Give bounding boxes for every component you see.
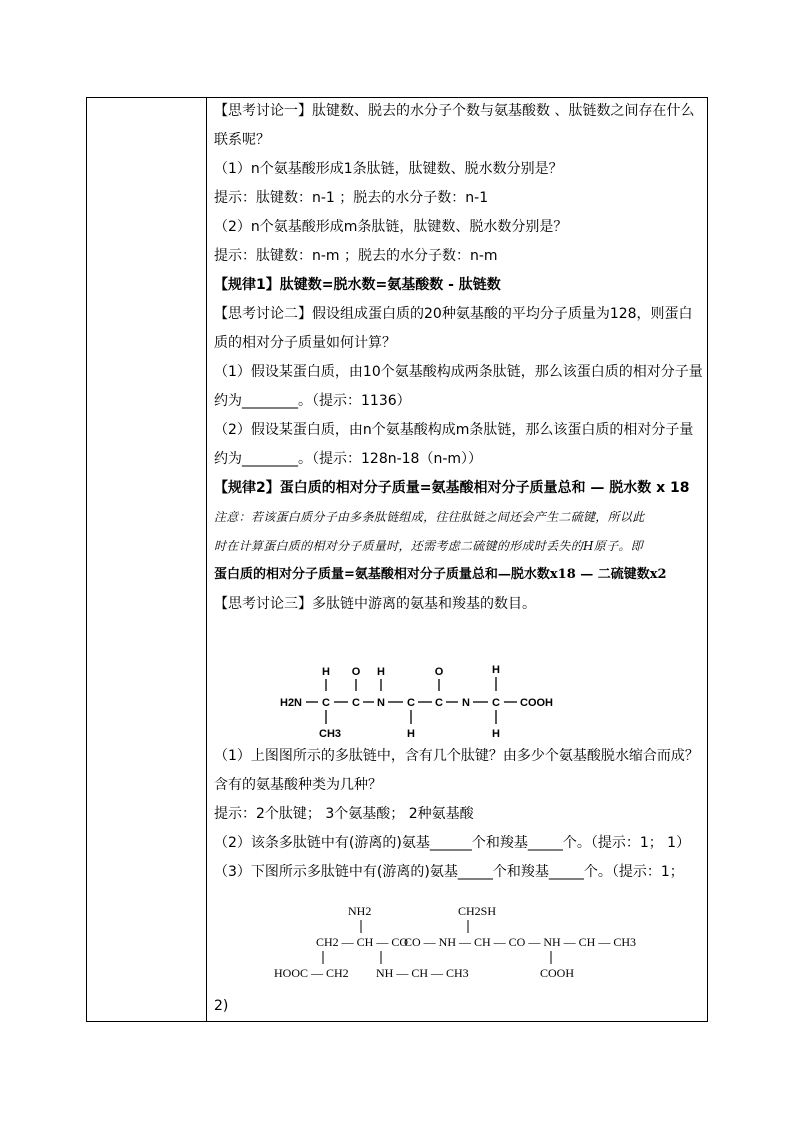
struct1-n2: N	[462, 697, 470, 709]
table-column-divider	[206, 97, 207, 1022]
content-cell	[214, 101, 702, 623]
struct1-c3: C	[407, 697, 415, 709]
note-line-a: 注意：若该蛋白质分子由多条肽链组成，往往肽链之间还会产生二硫键，所以此	[214, 510, 645, 524]
discussion-2-question-1-a: （1）假设某蛋白质，由10个氨基酸构成两条肽链，那么该蛋白质的相对分子量	[214, 364, 703, 380]
discussion-1-line-a: 【思考讨论一】肽键数、脱去的水分子个数与氨基酸数 、肽链数之间存在什么	[214, 103, 695, 119]
discussion-1-question-1: （1）n个氨基酸形成1条肽链，肽键数、脱水数分别是？	[214, 161, 563, 177]
discussion-3-title: 【思考讨论三】多肽链中游离的氨基和羧基的数目。	[214, 596, 536, 612]
discussion-2-question-1-b: 约为________。（提示：1136）	[214, 393, 411, 409]
content-cell-lower	[214, 746, 702, 891]
struct2-row-mid-right: CO — NH — CH — CO — NH — CH — CH3	[404, 935, 637, 949]
struct1-c1: C	[322, 697, 330, 709]
struct1-h-bottom-2: H	[492, 728, 500, 740]
struct2-ch2sh: CH2SH	[458, 904, 497, 918]
discussion-1-line-b: 联系呢？	[214, 132, 270, 148]
struct1-c4: C	[435, 697, 443, 709]
struct1-o-top-1: O	[351, 666, 361, 678]
struct1-h2n: H2N	[280, 697, 303, 709]
struct1-n1: N	[377, 697, 385, 709]
struct2-nh2: NH2	[348, 904, 372, 918]
discussion-2-line-b: 质的相对分子质量如何计算？	[214, 335, 396, 351]
discussion-3-question-3: （3）下图所示多肽链中有(游离的)氨基_____个和羧基_____个。（提示：1；	[214, 864, 684, 880]
struct2-row-mid-left: CH2 — CH — CO	[316, 935, 409, 949]
discussion-3-question-3-end: 2)	[214, 998, 229, 1014]
struct1-c5: C	[492, 697, 500, 709]
discussion-3-question-1-b: 含有的氨基酸种类为几种？	[214, 777, 382, 793]
discussion-3-question-1-a: （1）上图图所示的多肽链中，含有几个肽键？由多少个氨基酸脱水缩合而成？	[214, 748, 699, 764]
struct1-c2: C	[352, 697, 360, 709]
discussion-3-question-2: （2）该条多肽链中有(游离的)氨基______个和羧基_____个。（提示：1； 1）	[214, 835, 691, 851]
peptide-structure-2	[268, 900, 637, 985]
rule-2: 【规律2】蛋白质的相对分子质量=氨基酸相对分子质量总和 — 脱水数 x 18	[214, 480, 690, 496]
struct1-o-top-2: O	[434, 666, 444, 678]
discussion-3-hint-1: 提示：2个肽键； 3个氨基酸； 2种氨基酸	[214, 806, 474, 822]
discussion-2-line-a: 【思考讨论二】假设组成蛋白质的20种氨基酸的平均分子质量为128，则蛋白	[214, 306, 693, 322]
struct2-nh-ch-ch3: NH — CH — CH3	[376, 966, 469, 980]
struct1-cooh: COOH	[520, 697, 553, 709]
struct1-h-bottom-1: H	[407, 728, 415, 740]
peptide-structure-1	[276, 662, 576, 740]
struct2-cooh: COOH	[540, 966, 575, 980]
discussion-1-question-2: （2）n个氨基酸形成m条肽链，肽键数、脱水数分别是？	[214, 219, 568, 235]
struct2-hooc: HOOC — CH2	[274, 966, 349, 980]
struct1-h-top-1: H	[322, 666, 330, 678]
discussion-1-hint-2: 提示：肽键数：n-m ；脱去的水分子数：n-m	[214, 248, 498, 264]
note-line-c: 蛋白质的相对分子质量=氨基酸相对分子质量总和—脱水数x18 — 二硫键数x2	[214, 567, 667, 582]
note-line-b: 时在计算蛋白质的相对分子质量时，还需考虑二硫键的形成时丢失的H原子。即	[214, 539, 643, 553]
struct1-ch3: CH3	[319, 728, 342, 740]
struct1-h-top-3: H	[492, 664, 500, 676]
discussion-2-question-2-b: 约为________。（提示：128n-18（n-m））	[214, 451, 483, 467]
rule-1: 【规律1】肽键数=脱水数=氨基酸数 - 肽链数	[214, 277, 501, 293]
discussion-1-hint-1: 提示：肽键数：n-1 ；脱去的水分子数：n-1	[214, 190, 489, 206]
discussion-2-question-2-a: （2）假设某蛋白质，由n个氨基酸构成m条肽链，那么该蛋白质的相对分子量	[214, 422, 694, 438]
struct1-h-top-2: H	[377, 666, 385, 678]
